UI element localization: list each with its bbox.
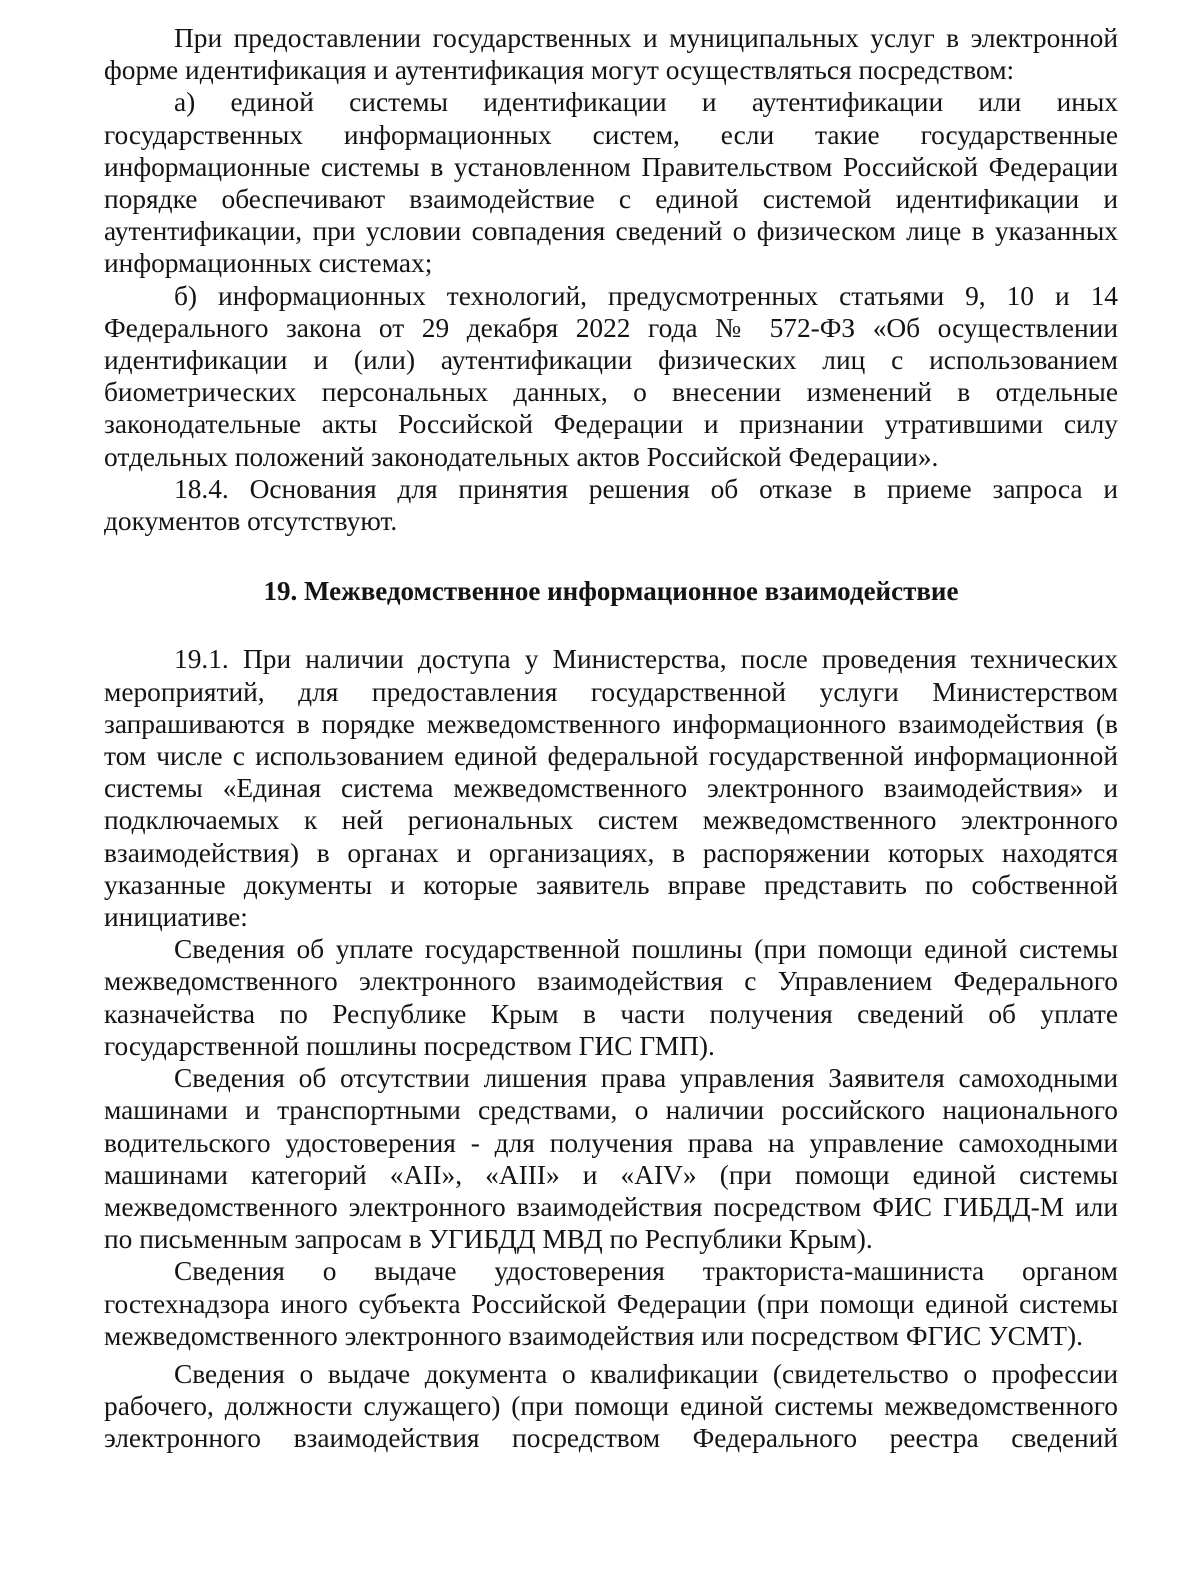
paragraph-qualification-document: Сведения о выдаче документа о квалификации (свидетельство о профессии рабочего, должности служащего) (при помощи единой системы межведомственного электронного взаимодействия посредством Федерального реестра сведений (104, 1358, 1118, 1454)
paragraph-18-4: 18.4. Основания для принятия решения об отказе в приеме запроса и документов отсутствуют. (104, 473, 1118, 537)
section-heading: 19. Межведомственное информационное взаимодействие (263, 576, 959, 607)
paragraph-tractor-certificate: Сведения о выдаче удостоверения тракториста-машиниста органом гостехнадзора иного субъекта Российской Федерации (при помощи единой системы межведомственного электронного взаимодействия или посредством ФГИС УСМТ). (104, 1256, 1118, 1351)
paragraph-item-a: а) единой системы идентификации и аутентификации или иных государственных информационных систем, если такие государственные информационные системы в установленном Правительством Российской Федерации порядке обеспечивают взаимодействие с единой системой идентификации и аутентификации, при условии совпадения сведений о физическом лице в указанных информационных системах; (104, 87, 1118, 279)
paragraph-license-deprivation: Сведения об отсутствии лишения права управления Заявителя самоходными машинами и транспортными средствами, о наличии российского национального водительского удостоверения - для получения права на управление самоходными машинами категорий «AII», «AIII» и «AIV» (при помощи единой системы межведомственного электронного взаимодействия посредством ФИС ГИБДД-М или по письменным запросам в УГИБДД МВД по Республики Крым). (104, 1063, 1118, 1255)
paragraph-identification-intro: При предоставлении государственных и муниципальных услуг в электронной форме идентификация и аутентификация могут осуществляться посредством: (104, 23, 1118, 86)
paragraph-state-duty: Сведения об уплате государственной пошлины (при помощи единой системы межведомственного электронного взаимодействия с Управлением Федерального казначейства по Республике Крым в части получения сведений об уплате государственной пошлины посредством ГИС ГМП). (104, 934, 1118, 1061)
document-page (104, 22, 1118, 1455)
paragraph-item-b: б) информационных технологий, предусмотренных статьями 9, 10 и 14 Федерального закона от 29 декабря 2022 года № 572-ФЗ «Об осуществлении идентификации и (или) аутентификации физических лиц с использованием биометрических персональных данных, о внесении изменений в отдельные законодательные акты Российской Федерации и признании утратившими силу отдельных положений законодательных актов Российской Федерации». (104, 280, 1118, 472)
paragraph-19-1: 19.1. При наличии доступа у Министерства, после проведения технических мероприятий, для предоставления государственной услуги Министерством запрашиваются в порядке межведомственного информационного взаимодействия (в том числе с использованием единой федеральной государственной информационной системы «Единая система межведомственного электронного взаимодействия» и подключаемых к ней региональных систем межведомственного электронного взаимодействия) в органах и организациях, в распоряжении которых находятся указанные документы и которые заявитель вправе представить по собственной инициативе: (104, 644, 1118, 933)
